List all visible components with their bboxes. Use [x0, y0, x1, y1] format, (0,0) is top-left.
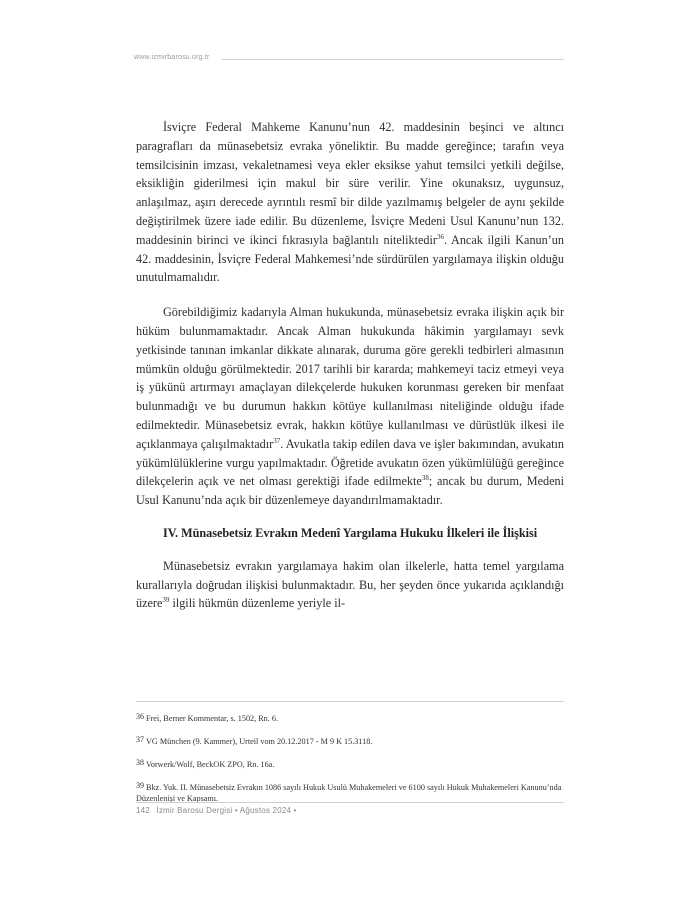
paragraph-2-text-c: ; ancak bu durum, Medeni Usul Kanunu’nda açık bir düzenlemeye dayandırılmamaktadır.: [136, 474, 564, 508]
footnote-item: [136, 734, 564, 747]
paragraph-1: [136, 118, 564, 287]
footnote-number: 37: [136, 735, 144, 744]
footnote-text: Vorwerk/Wolf, BeckOK ZPO, Rn. 16a.: [146, 760, 275, 769]
paragraph-1-tail: . Ancak ilgili Kanun’un 42. maddesinin, İsviçre Federal Mahkemesi’nde sürdürülen yargılamaya ilişkin olduğu unutulmamalıdır.: [136, 232, 564, 285]
paragraph-2-text-b: . Avukatla takip edilen dava ve işler bakımından, avukatın yükümlülüklerine vurgu yapılmaktadır. Öğretide avukatın özen yükümlülüğü gereğince dilekçelerin açık ve net olması gerektiği ifade edilmekte: [136, 436, 564, 489]
footnote-number: 36: [136, 712, 144, 721]
footnote-ref-37[interactable]: 37: [273, 436, 281, 445]
page-number: 142: [136, 806, 150, 815]
paragraph-2-text-a: Görebildiğimiz kadarıyla Alman hukukunda, münasebetsiz evraka ilişkin açık bir hüküm bulunmamaktadır. Ancak Alman hukukunda hâkimin yargılamayı sevk yetkisinde tanınan imkanlar dikkate alınarak, duruma göre gerekli tedbirleri almasının mümkün olduğu görülmektedir. 2017 tarihli bir kararda; mahkemeyi taciz etmeyi veya iş yükünü artırmayı amaçlayan dilekçelerde hukuken korunması gereken bir menfaat bulunmadığı ve bu durumun hakkın kötüye kullanılması niteliğinde olduğu ifade edilmektedir. Münasebetsiz evrak, hakkın kötüye kullanılması ve dürüstlük ilkesi ile açıklanmaya çalışılmaktadır: [136, 305, 564, 451]
footer-divider: [136, 802, 564, 803]
footnotes: [136, 711, 564, 804]
footnote-text: VG München (9. Kammer), Urteil vom 20.12.2017 - M 9 K 15.3118.: [146, 737, 373, 746]
footnote-ref-36[interactable]: 36: [436, 232, 444, 241]
paragraph-2: [136, 303, 564, 510]
paragraph-3: [136, 557, 564, 613]
header-divider: [222, 59, 564, 60]
footnote-number: 39: [136, 781, 144, 790]
header-url: www.izmirbarosu.org.tr: [134, 54, 210, 61]
section-heading: IV. Münasebetsiz Evrakın Medenî Yargılama Hukuku İlkeleri ile İlişkisi: [163, 525, 538, 540]
publication-name: İzmir Barosu Dergisi • Ağustos 2024 •: [156, 806, 297, 815]
footnote-ref-38[interactable]: 38: [421, 474, 429, 483]
footnote-text: Frei, Berner Kommentar, s. 1502, Rn. 6.: [146, 714, 279, 723]
footnote-item: [136, 757, 564, 770]
paragraph-3-text-b: ilgili hükmün düzenleme yeriyle il-: [169, 596, 346, 611]
footnote-item: [136, 780, 564, 804]
footnote-text: Bkz. Yuk. II. Münasebetsiz Evrakın 1086 sayılı Hukuk Usulü Muhakemeleri ve 6100 sayılı Hukuk Muhakemeleri Kanunu’nda Düzenlenişi ve Kapsamı.: [136, 783, 562, 803]
footnote-divider: [136, 701, 564, 702]
footnote-ref-39[interactable]: 39: [162, 596, 170, 605]
footnote-number: 38: [136, 758, 144, 767]
footnote-item: [136, 711, 564, 724]
paragraph-1-text: İsviçre Federal Mahkeme Kanunu’nun 42. maddesinin beşinci ve altıncı paragrafları da münasebetsiz evraka yöneliktir. Bu madde gereğince; tarafın veya temsilcisinin imzası, vekaletnamesi veya ekler eksikse yahut temsilci yetkili değilse, eksikliğin giderilmesi için makul bir süre verilir. Yine okunaksız, uygunsuz, anlaşılmaz, aşırı derecede ayrıntılı resmî bir dilde yazılmamış belgeler de aynı şekilde değiştirilmek üzere iade edilir. Bu düzenleme, İsviçre Medeni Usul Kanunu’nun 132. maddesinin birinci ve ikinci fıkrasıyla bağlantılı niteliktedir: [136, 120, 564, 247]
main-text: [136, 118, 564, 613]
page-footer: [136, 806, 297, 815]
paragraph-3-text-a: Münasebetsiz evrakın yargılamaya hakim olan ilkelerle, hatta temel yargılama kurallarıyla doğrudan ilişkisi bulunmaktadır. Bu, her şeyden önce yukarıda açıklandığı üzere: [136, 558, 564, 611]
